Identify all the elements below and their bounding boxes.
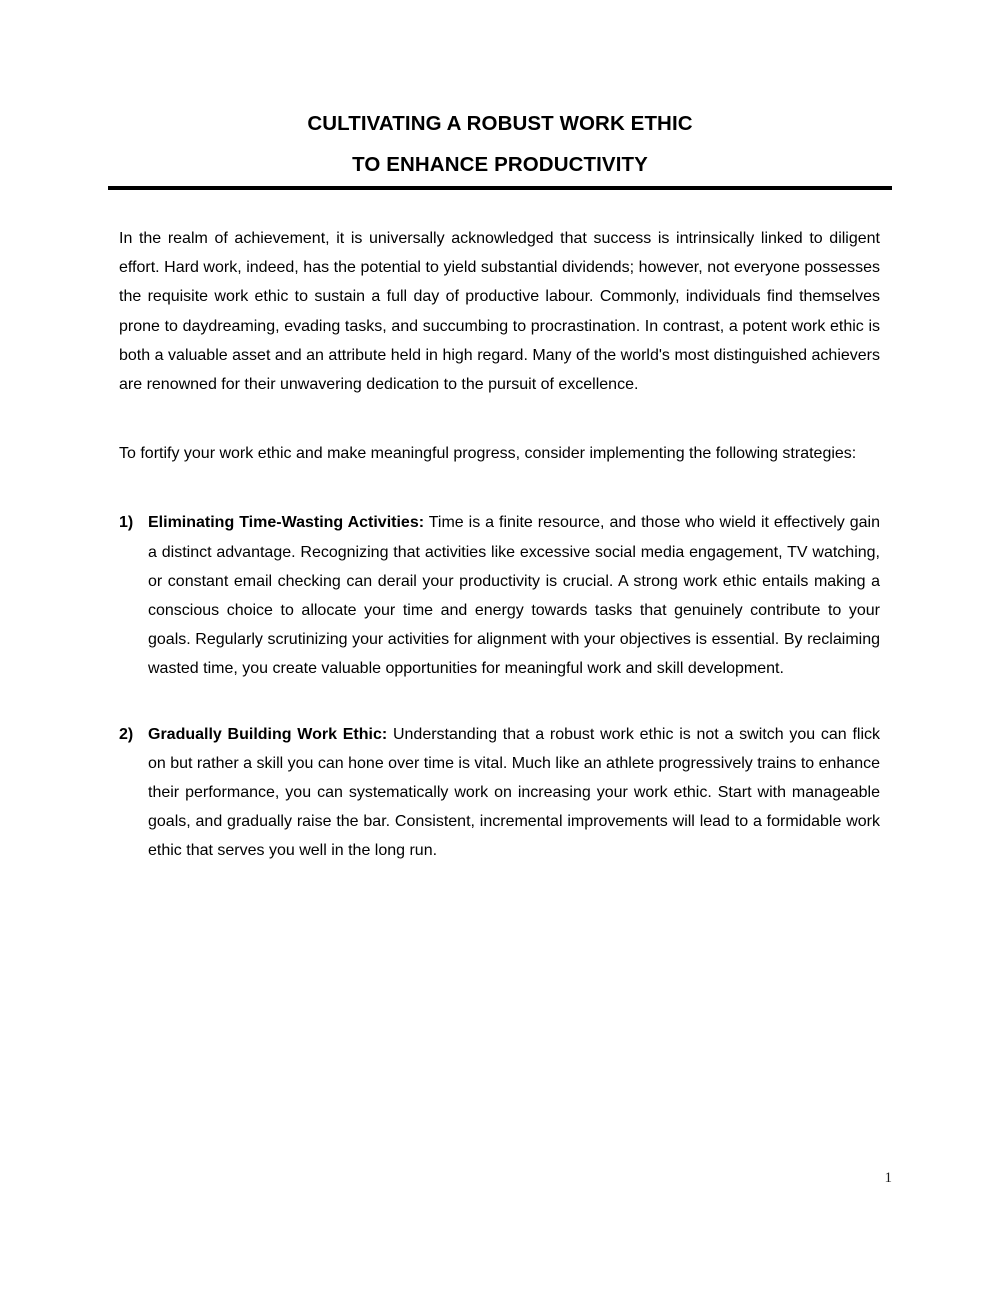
- title-line-1: CULTIVATING A ROBUST WORK ETHIC: [307, 112, 693, 135]
- list-item: [119, 508, 880, 683]
- page-number: 1: [884, 1170, 892, 1186]
- document-title: [108, 103, 892, 185]
- paragraph-spacer: [119, 399, 880, 439]
- list-item-text: Time is a finite resource, and those who wield it effectively gain a distinct advantage. Recognizing that activities like excessive social media engagement, TV watching, or constant email checking can derail your productivity is crucial. A strong work ethic entails making a conscious choice to allocate your time and energy towards tasks that genuinely contribute to your goals. Regularly scrutinizing your activities for alignment with your objectives is essential. By reclaiming wasted time, you create valuable opportunities for meaningful work and skill development.: [148, 514, 880, 678]
- strategies-list: [119, 508, 880, 865]
- list-item: [119, 720, 880, 866]
- list-item-text: Understanding that a robust work ethic is not a switch you can flick on but rather a skill you can hone over time is vital. Much like an athlete progressively trains to enhance their performance, you can systematically work on increasing your work ethic. Start with manageable goals, and gradually raise the bar. Consistent, incremental improvements will lead to a formidable work ethic that serves you well in the long run.: [148, 725, 881, 860]
- document-body: [119, 224, 880, 866]
- list-item-heading: Eliminating Time-Wasting Activities:: [148, 514, 425, 532]
- list-item-marker: 1): [119, 514, 134, 532]
- list-item-heading: Gradually Building Work Ethic:: [148, 725, 388, 743]
- title-divider-rule: [108, 186, 892, 190]
- intro-paragraph: In the realm of achievement, it is universally acknowledged that success is intrinsically linked to diligent effort. Hard work, indeed, has the potential to yield substantial dividends; however, not everyone possesses the requisite work ethic to sustain a full day of productive labour. Commonly, individuals find themselves prone to daydreaming, evading tasks, and succumbing to procrastination. In contrast, a potent work ethic is both a valuable asset and an attribute held in high regard. Many of the world's most distinguished achievers are renowned for their unwavering dedication to the pursuit of excellence.: [119, 230, 880, 394]
- list-item-marker: 2): [119, 725, 134, 743]
- list-spacer: [119, 468, 880, 508]
- title-line-2: TO ENHANCE PRODUCTIVITY: [352, 153, 648, 176]
- strategies-lead-in-paragraph: To fortify your work ethic and make meaningful progress, consider implementing the following strategies:: [119, 445, 857, 463]
